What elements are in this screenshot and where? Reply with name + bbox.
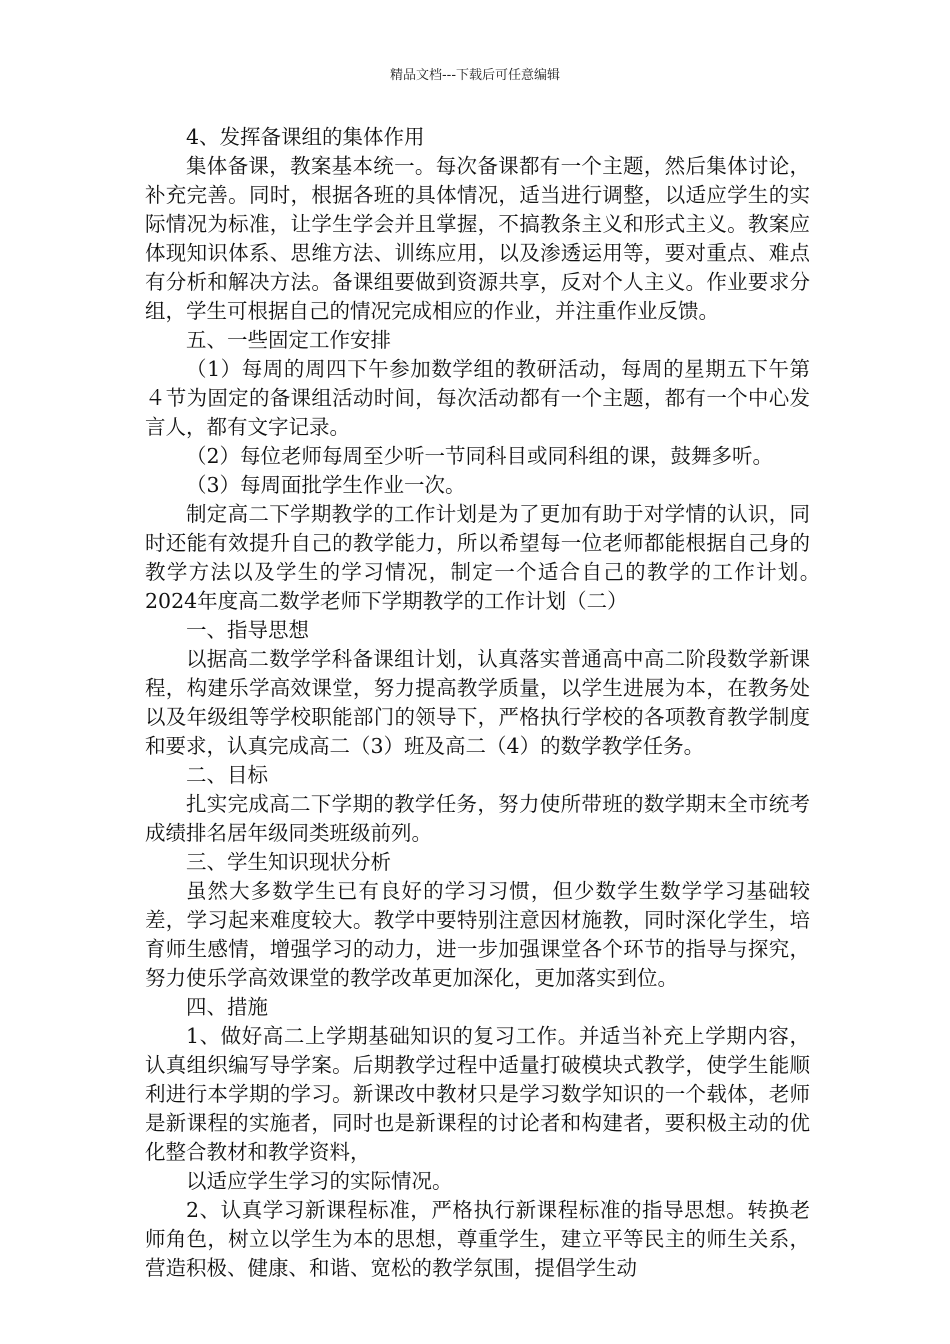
document-body	[145, 123, 851, 1283]
paragraph: 2、认真学习新课程标准，严格执行新课程标准的指导思想。转换老师角色，树立以学生为本的思想，尊重学生，建立平等民主的师生关系，营造积极、健康、和谐、宽松的教学氛围，提倡学生动	[145, 1198, 810, 1280]
section-heading: 四、措施	[186, 995, 268, 1019]
paragraph: 制定高二下学期教学的工作计划是为了更加有助于对学情的认识，同时还能有效提升自己的教学能力，所以希望每一位老师都能根据自己身的教学方法以及学生的学习情况，制定一个适合自己的教学的工作计划。 2024年度高二数学老师下学期教学的工作计划（二）	[145, 502, 851, 613]
paragraph: 虽然大多数学生已有良好的学习习惯，但少数学生数学学习基础较差，学习起来难度较大。教学中要特别注意因材施教，同时深化学生，培育师生感情，增强学习的动力，进一步加强课堂各个环节的指导与探究，努力使乐学高效课堂的教学改革更加深化，更加落实到位。	[145, 879, 810, 990]
list-item: （1）每周的周四下午参加数学组的教研活动，每周的星期五下午第４节为固定的备课组活动时间，每次活动都有一个主题，都有一个中心发言人，都有文字记录。	[145, 357, 810, 439]
list-item: （2）每位老师每周至少听一节同科目或同科组的课，鼓舞多听。	[186, 444, 774, 468]
section-heading: 三、学生知识现状分析	[186, 850, 391, 874]
section-heading: 五、一些固定工作安排	[186, 328, 391, 352]
section-heading: 二、目标	[186, 763, 268, 787]
paragraph: 1、做好高二上学期基础知识的复习工作。并适当补充上学期内容，认真组织编写导学案。后期教学过程中适量打破模块式教学，使学生能顺利进行本学期的学习。新课改中教材只是学习数学知识的一个载体，老师是新课程的实施者，同时也是新课程的讨论者和构建者，要积极主动的优化整合教材和教学资料，	[145, 1024, 810, 1164]
list-item: （3）每周面批学生作业一次。	[186, 473, 466, 497]
section-heading: 4、发挥备课组的集体作用	[186, 125, 425, 149]
paragraph: 扎实完成高二下学期的教学任务，努力使所带班的数学期末全市统考成绩排名居年级同类班级前列。	[145, 792, 810, 845]
paragraph: 以适应学生学习的实际情况。	[186, 1169, 453, 1193]
page-header: 精品文档---下载后可任意编辑	[389, 68, 561, 83]
section-heading: 一、指导思想	[186, 618, 309, 642]
paragraph: 以据高二数学学科备课组计划，认真落实普通高中高二阶段数学新课程，构建乐学高效课堂，努力提高教学质量，以学生进展为本，在教务处以及年级组等学校职能部门的领导下，严格执行学校的各项教育教学制度和要求，认真完成高二（3）班及高二（4）的数学教学任务。	[145, 647, 810, 758]
paragraph: 集体备课，教案基本统一。每次备课都有一个主题，然后集体讨论，补充完善。同时，根据各班的具体情况，适当进行调整，以适应学生的实际情况为标准，让学生学会并且掌握，不搞教条主义和形式主义。教案应体现知识体系、思维方法、训练应用，以及渗透运用等，要对重点、难点有分析和解决方法。备课组要做到资源共享，反对个人主义。作业要求分组，学生可根据自己的情况完成相应的作业，并注重作业反馈。	[145, 154, 810, 323]
